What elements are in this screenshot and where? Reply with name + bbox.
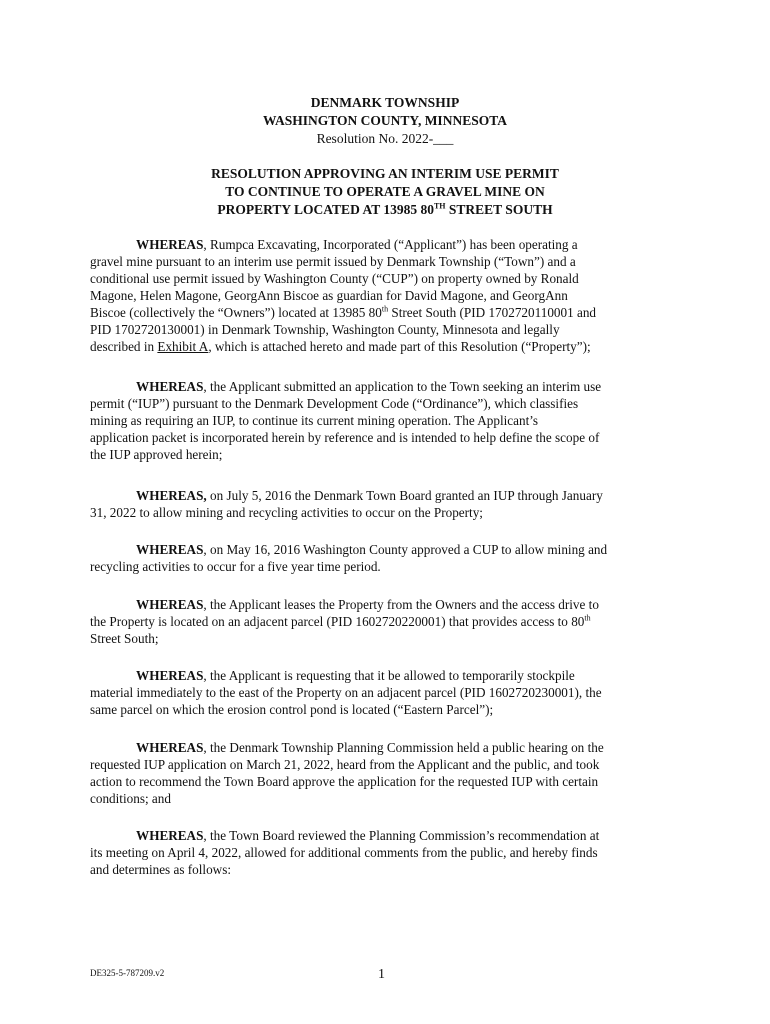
exhibit-a-reference: Exhibit A: [157, 339, 209, 354]
whereas-paragraph-5: WHEREAS, the Applicant leases the Property from the Owners and the access drive to the Property is located on an adjacent parcel (PID 1602720220001) that provides access to 80th Street South;: [90, 597, 599, 646]
whereas-paragraph-2: WHEREAS, the Applicant submitted an application to the Town seeking an interim use permit (“IUP”) pursuant to the Denmark Development Code (“Ordinance”), which classifies mining as requiring an IUP, to continue its current mining operation. The Applicant’s application packet is incorporated herein by reference and is intended to help define the scope of the IUP approved herein;: [90, 379, 602, 462]
whereas-paragraph-6: WHEREAS, the Applicant is requesting that it be allowed to temporarily stockpile material immediately to the east of the Property on an adjacent parcel (PID 1602720230001), the same parcel on which the erosion control pond is located (“Eastern Parcel”);: [90, 668, 602, 717]
page-number: 1: [378, 967, 385, 982]
whereas-paragraph-1: WHEREAS, Rumpca Excavating, Incorporated (“Applicant”) has been operating a gravel mine pursuant to an interim use permit issued by Denmark Township (“Town”) and a conditional use permit issued by Washington County (“CUP”) on property owned by Ronald Magone, Helen Magone, GeorgAnn Biscoe as guardian for David Magone, and GeorgAnn Biscoe (collectively the “Owners”) located at 13985 80th Street South (PID 1702720110001 and PID 1702720130001) in Denmark Township, Washington County, Minnesota and legally described in Exhibit A, which is attached hereto and made part of this Resolution (“Property”);: [90, 237, 597, 354]
whereas-paragraph-3: WHEREAS, on July 5, 2016 the Denmark Town Board granted an IUP through January 31, 2022 to allow mining and recycling activities to occur on the Property;: [90, 488, 603, 520]
whereas-paragraph-7: WHEREAS, the Denmark Township Planning Commission held a public hearing on the requested IUP application on March 21, 2022, heard from the Applicant and the public, and took action to recommend the Town Board approve the application for the requested IUP with certain conditions; and: [90, 740, 604, 806]
document-code: DE325-5-787209.v2: [90, 968, 165, 978]
resolution-title-line-1: RESOLUTION APPROVING AN INTERIM USE PERMIT: [211, 166, 559, 181]
resolution-title-line-2: TO CONTINUE TO OPERATE A GRAVEL MINE ON: [225, 184, 545, 199]
resolution-number: Resolution No. 2022-___: [316, 131, 454, 146]
county-state: WASHINGTON COUNTY, MINNESOTA: [263, 113, 507, 128]
resolution-title-line-3: PROPERTY LOCATED AT 13985 80TH STREET SOUTH: [217, 201, 553, 217]
township-name: DENMARK TOWNSHIP: [310, 95, 460, 110]
whereas-paragraph-8: WHEREAS, the Town Board reviewed the Planning Commission’s recommendation at its meeting on April 4, 2022, allowed for additional comments from the public, and hereby finds and determines as follows:: [90, 828, 600, 877]
whereas-paragraph-4: WHEREAS, on May 16, 2016 Washington County approved a CUP to allow mining and recycling activities to occur for a five year time period.: [90, 542, 608, 574]
